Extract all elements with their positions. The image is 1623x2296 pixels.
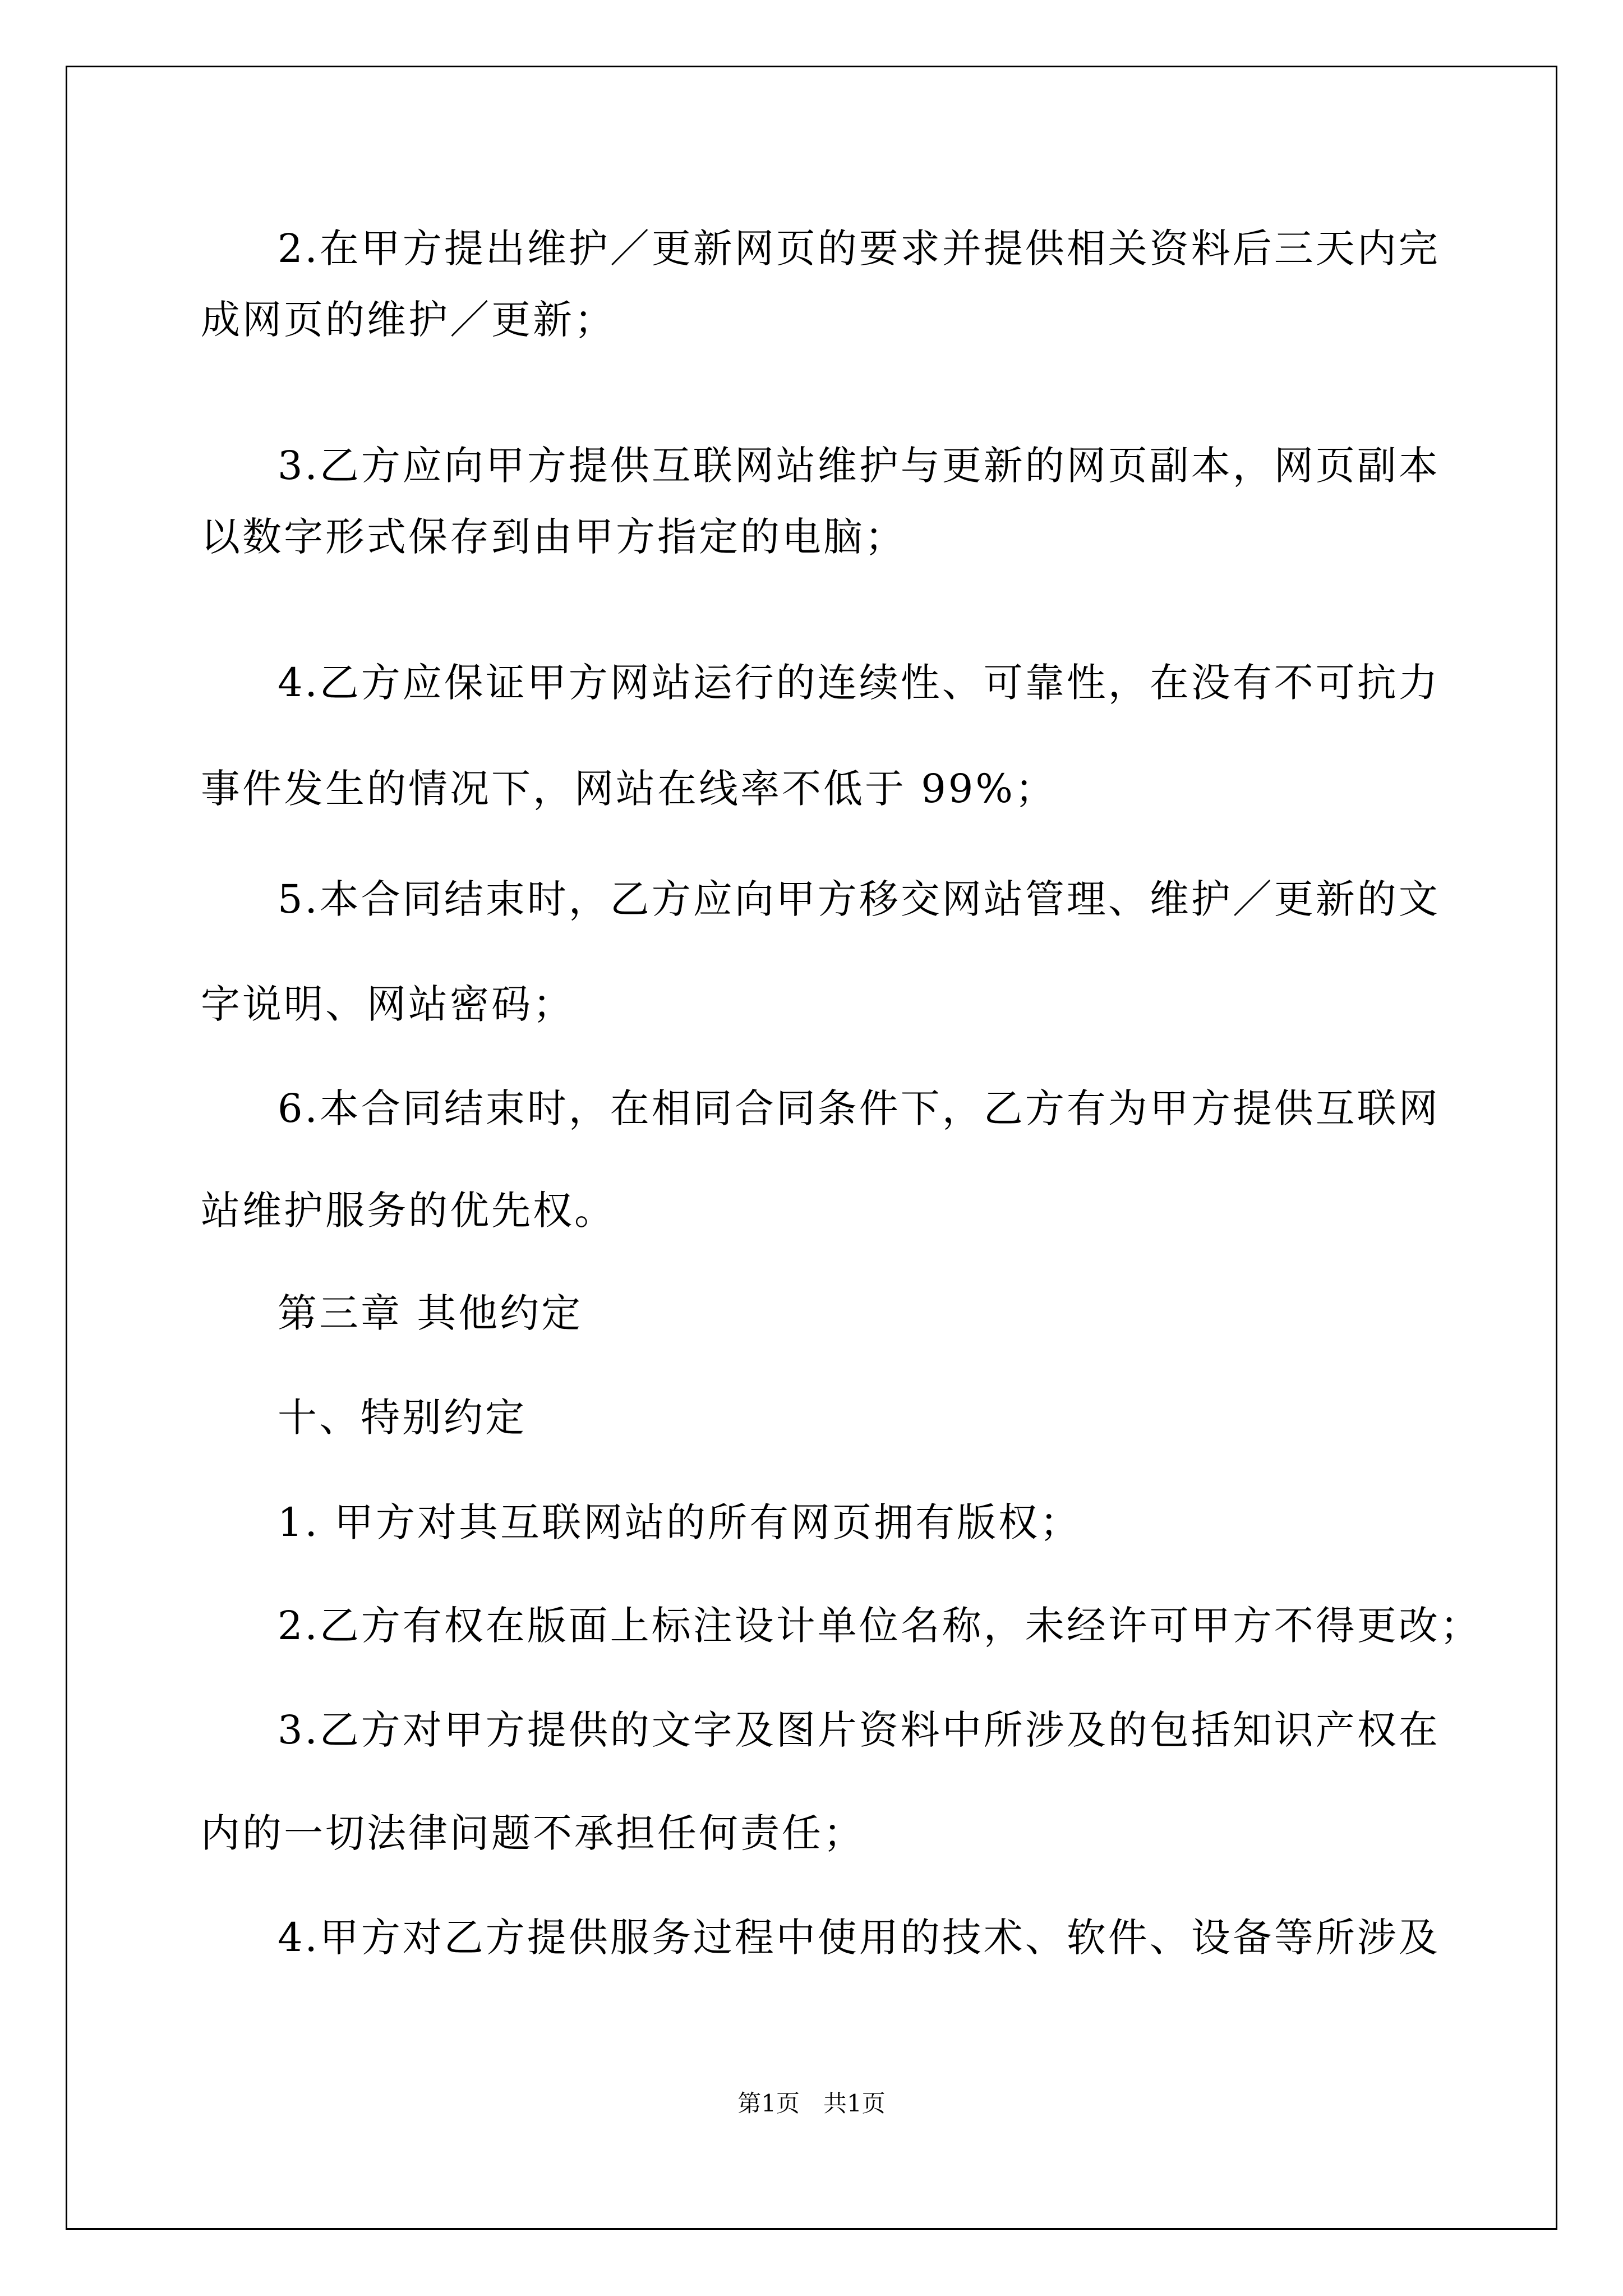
paragraph-4-line-1: 4.乙方应保证甲方网站运行的连续性、可靠性，在没有不可抗力 bbox=[278, 660, 1440, 706]
paragraph-3-line-2: 以数字形式保存到由甲方指定的电脑； bbox=[201, 514, 906, 560]
paragraph-2-line-2: 成网页的维护／更新； bbox=[201, 297, 616, 343]
clause-2: 2.乙方有权在版面上标注设计单位名称，未经许可甲方不得更改； bbox=[278, 1603, 1482, 1649]
paragraph-6-line-2: 站维护服务的优先权。 bbox=[201, 1188, 616, 1234]
paragraph-5-line-1: 5.本合同结束时，乙方应向甲方移交网站管理、维护／更新的文 bbox=[278, 876, 1440, 922]
page-border bbox=[66, 66, 1557, 2230]
section-heading: 十、特别约定 bbox=[278, 1395, 527, 1441]
paragraph-5-line-2: 字说明、网站密码； bbox=[201, 981, 574, 1027]
page-footer: 第1页 共1页 bbox=[737, 2090, 886, 2117]
chapter-heading: 第三章 其他约定 bbox=[278, 1290, 583, 1336]
clause-4-line-1: 4.甲方对乙方提供服务过程中使用的技术、软件、设备等所涉及 bbox=[278, 1915, 1440, 1961]
clause-1: 1. 甲方对其互联网站的所有网页拥有版权； bbox=[278, 1499, 1082, 1545]
paragraph-2-line-1: 2.在甲方提出维护／更新网页的要求并提供相关资料后三天内完 bbox=[278, 226, 1440, 272]
clause-3-line-1: 3.乙方对甲方提供的文字及图片资料中所涉及的包括知识产权在 bbox=[278, 1707, 1440, 1753]
paragraph-4-line-2: 事件发生的情况下，网站在线率不低于 99%； bbox=[201, 766, 1057, 812]
paragraph-3-line-1: 3.乙方应向甲方提供互联网站维护与更新的网页副本，网页副本 bbox=[278, 443, 1440, 489]
paragraph-6-line-1: 6.本合同结束时，在相同合同条件下，乙方有为甲方提供互联网 bbox=[278, 1085, 1440, 1131]
clause-3-line-2: 内的一切法律问题不承担任何责任； bbox=[201, 1810, 865, 1856]
